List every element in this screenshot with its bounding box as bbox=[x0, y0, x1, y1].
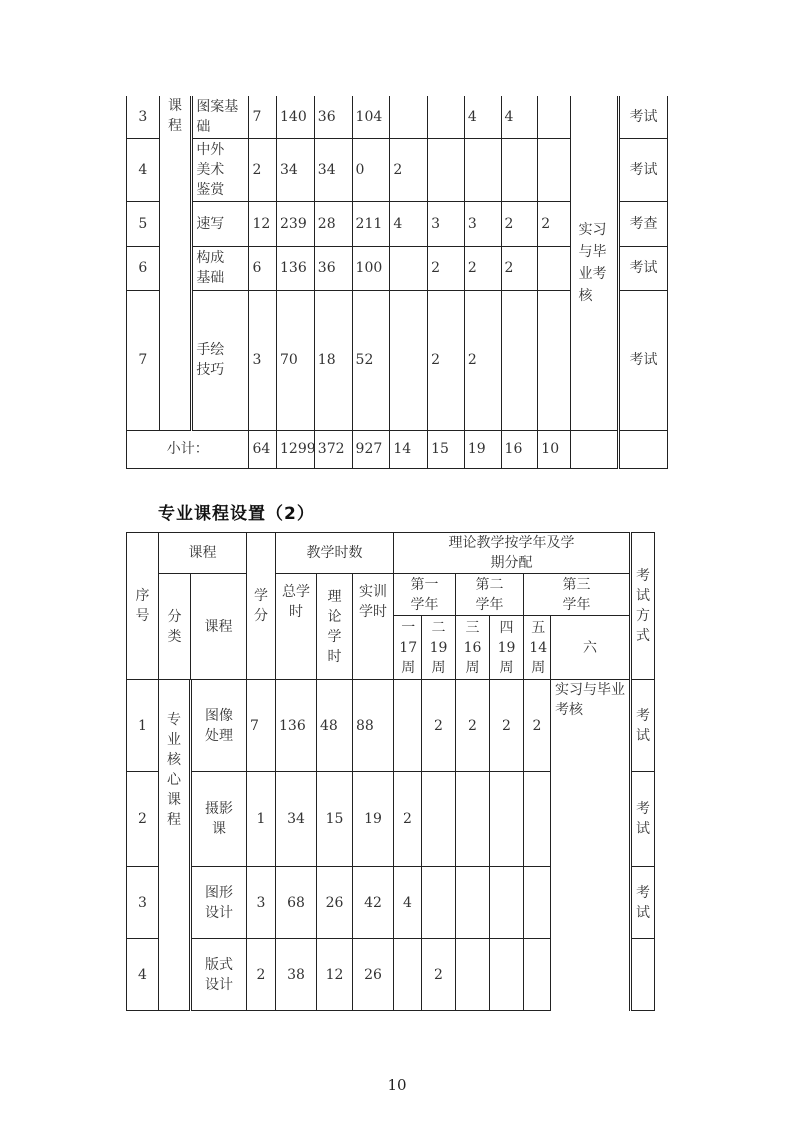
semester-1: 4 bbox=[394, 867, 422, 939]
practice-hours: 19 bbox=[353, 772, 394, 867]
subtotal-s3: 19 bbox=[464, 430, 501, 468]
theory-hours: 12 bbox=[317, 939, 353, 1011]
theory-hours: 28 bbox=[314, 201, 352, 246]
total-hours: 38 bbox=[276, 939, 317, 1011]
semester-3: 2 bbox=[464, 290, 501, 430]
header-practice-hours-text: 实训学时 bbox=[359, 584, 387, 620]
semester-1 bbox=[390, 290, 428, 430]
semester-6-cell bbox=[570, 96, 618, 430]
semester-3: 4 bbox=[464, 96, 501, 138]
header-course: 课程 bbox=[191, 574, 247, 680]
semester-1 bbox=[394, 680, 422, 772]
semester-5 bbox=[538, 96, 571, 138]
header-sem3 bbox=[456, 616, 490, 680]
header-sem6: 六 bbox=[551, 616, 631, 680]
practice-hours: 0 bbox=[352, 138, 390, 201]
semester-2: 3 bbox=[428, 201, 465, 246]
course-name bbox=[191, 939, 247, 1011]
credit: 7 bbox=[249, 96, 277, 138]
header-sem3-text: 三16周 bbox=[463, 619, 482, 676]
semester-5: 2 bbox=[538, 201, 571, 246]
header-hours: 教学时数 bbox=[276, 533, 394, 574]
semester-3 bbox=[456, 772, 490, 867]
row-number: 3 bbox=[127, 96, 160, 138]
subtotal-s4: 16 bbox=[501, 430, 538, 468]
header-year3-text: 第三学年 bbox=[562, 576, 591, 613]
subtotal-exam bbox=[618, 430, 667, 468]
table-row bbox=[127, 96, 668, 138]
semester-4 bbox=[490, 772, 524, 867]
course-name-text: 摄影课 bbox=[205, 801, 233, 837]
header-row-2 bbox=[127, 574, 655, 616]
header-distribution-text: 理论教学按学年及学期分配 bbox=[448, 535, 575, 571]
semester-4: 2 bbox=[490, 680, 524, 772]
subtotal-practice: 927 bbox=[352, 430, 390, 468]
exam-method: 考查 bbox=[618, 201, 667, 246]
semester-2 bbox=[428, 138, 465, 201]
header-credit bbox=[247, 533, 276, 680]
theory-hours: 18 bbox=[314, 290, 352, 430]
credit: 3 bbox=[249, 290, 277, 430]
semester-5: 2 bbox=[524, 680, 551, 772]
practice-hours: 104 bbox=[352, 96, 390, 138]
semester-4 bbox=[490, 867, 524, 939]
course-name-text: 中外美术鉴赏 bbox=[196, 141, 225, 198]
course-name bbox=[191, 680, 247, 772]
exam-method-text: 考试 bbox=[636, 801, 651, 837]
practice-hours: 211 bbox=[352, 201, 390, 246]
table-row bbox=[127, 680, 655, 772]
total-hours: 136 bbox=[276, 680, 317, 772]
header-category-text: 分类 bbox=[167, 608, 182, 645]
header-category bbox=[159, 574, 191, 680]
semester-5 bbox=[538, 138, 571, 201]
exam-method: 考试 bbox=[618, 138, 667, 201]
header-distribution bbox=[394, 533, 631, 574]
course-name-text: 构成基础 bbox=[196, 250, 225, 286]
total-hours: 140 bbox=[277, 96, 315, 138]
header-year3 bbox=[524, 574, 631, 616]
credit: 2 bbox=[247, 939, 276, 1011]
table-row bbox=[127, 939, 655, 1011]
total-hours: 136 bbox=[277, 246, 315, 290]
theory-hours: 36 bbox=[314, 246, 352, 290]
credit: 7 bbox=[247, 680, 276, 772]
row-number: 7 bbox=[127, 290, 160, 430]
exam-method bbox=[631, 939, 655, 1011]
table-row bbox=[127, 867, 655, 939]
semester-4: 4 bbox=[501, 96, 538, 138]
header-practice-hours bbox=[353, 574, 394, 680]
semester-4 bbox=[490, 939, 524, 1011]
header-sem2-text: 二19周 bbox=[429, 619, 448, 676]
row-number: 6 bbox=[127, 246, 160, 290]
semester-2: 2 bbox=[422, 680, 456, 772]
theory-hours: 26 bbox=[317, 867, 353, 939]
sem6-note: 实习与毕业考核 bbox=[555, 682, 626, 718]
total-hours: 70 bbox=[277, 290, 315, 430]
semester-1 bbox=[390, 96, 428, 138]
category-cell bbox=[159, 96, 192, 430]
header-no-text: 序号 bbox=[135, 588, 150, 624]
semester-2: 2 bbox=[428, 290, 465, 430]
semester-3 bbox=[456, 867, 490, 939]
semester-5 bbox=[524, 939, 551, 1011]
page-number: 10 bbox=[387, 1076, 407, 1094]
header-year2-text: 第二学年 bbox=[475, 576, 504, 613]
course-table-1 bbox=[126, 96, 668, 469]
course-name: 速写 bbox=[192, 201, 249, 246]
theory-hours: 15 bbox=[317, 772, 353, 867]
header-exam-text: 考试方式 bbox=[636, 568, 651, 644]
course-name bbox=[192, 290, 249, 430]
semester-3: 3 bbox=[464, 201, 501, 246]
semester-3: 2 bbox=[464, 246, 501, 290]
header-no bbox=[127, 533, 159, 680]
section-title: 专业课程设置（2） bbox=[158, 504, 315, 524]
header-course-group: 课程 bbox=[159, 533, 247, 574]
header-exam bbox=[631, 533, 655, 680]
semester-3: 2 bbox=[456, 680, 490, 772]
course-name bbox=[192, 138, 249, 201]
semester-2 bbox=[422, 772, 456, 867]
exam-method: 考试 bbox=[618, 290, 667, 430]
exam-method bbox=[631, 867, 655, 939]
semester-2 bbox=[428, 96, 465, 138]
subtotal-total: 1299 bbox=[277, 430, 315, 468]
practice-hours: 26 bbox=[353, 939, 394, 1011]
subtotal-theory: 372 bbox=[314, 430, 352, 468]
credit: 3 bbox=[247, 867, 276, 939]
row-number: 4 bbox=[127, 138, 160, 201]
header-total-hours-text: 总学时 bbox=[282, 584, 310, 620]
subtotal-credit: 64 bbox=[249, 430, 277, 468]
semester-1: 4 bbox=[390, 201, 428, 246]
semester-6-empty bbox=[551, 772, 631, 867]
practice-hours: 42 bbox=[353, 867, 394, 939]
header-row-1 bbox=[127, 533, 655, 574]
total-hours: 34 bbox=[277, 138, 315, 201]
subtotal-s5: 10 bbox=[538, 430, 571, 468]
course-name bbox=[191, 867, 247, 939]
semester-5 bbox=[538, 246, 571, 290]
header-total-hours bbox=[276, 574, 317, 680]
header-sem2 bbox=[422, 616, 456, 680]
theory-hours: 34 bbox=[314, 138, 352, 201]
header-theory-hours bbox=[317, 574, 353, 680]
semester-1: 2 bbox=[394, 772, 422, 867]
header-sem1-text: 一17周 bbox=[399, 619, 418, 676]
exam-method-text: 考试 bbox=[636, 707, 651, 744]
header-credit-text: 学分 bbox=[254, 588, 268, 624]
semester-6-empty bbox=[551, 939, 631, 1011]
course-table-2 bbox=[126, 532, 655, 1011]
semester-5 bbox=[538, 290, 571, 430]
semester-5 bbox=[524, 772, 551, 867]
row-number: 2 bbox=[127, 772, 159, 867]
semester-3 bbox=[456, 939, 490, 1011]
category-value: 专业核心课程 bbox=[167, 712, 181, 828]
credit: 12 bbox=[249, 201, 277, 246]
course-name-text: 版式设计 bbox=[205, 956, 233, 993]
category-label: 课程 bbox=[167, 98, 182, 134]
course-name bbox=[191, 772, 247, 867]
semester-4 bbox=[501, 138, 538, 201]
course-name-text: 手绘技巧 bbox=[196, 342, 225, 378]
theory-hours: 48 bbox=[317, 680, 353, 772]
row-number: 4 bbox=[127, 939, 159, 1011]
course-name-text: 图像处理 bbox=[205, 707, 233, 744]
exam-method: 考试 bbox=[618, 96, 667, 138]
subtotal-label: 小计： bbox=[127, 430, 249, 468]
semester-4 bbox=[501, 290, 538, 430]
theory-hours: 36 bbox=[314, 96, 352, 138]
row-number: 3 bbox=[127, 867, 159, 939]
total-hours: 34 bbox=[276, 772, 317, 867]
header-sem5 bbox=[524, 616, 551, 680]
semester-4: 2 bbox=[501, 246, 538, 290]
exam-method: 考试 bbox=[618, 246, 667, 290]
table-row bbox=[127, 772, 655, 867]
semester-1 bbox=[390, 246, 428, 290]
credit: 6 bbox=[249, 246, 277, 290]
semester-3 bbox=[464, 138, 501, 201]
credit: 2 bbox=[249, 138, 277, 201]
practice-hours: 52 bbox=[352, 290, 390, 430]
semester-6-cell bbox=[551, 680, 631, 772]
subtotal-row bbox=[127, 430, 668, 468]
semester-4: 2 bbox=[501, 201, 538, 246]
header-year1 bbox=[394, 574, 456, 616]
semester-5 bbox=[524, 867, 551, 939]
exam-method-text: 考试 bbox=[636, 884, 651, 921]
semester-2: 2 bbox=[428, 246, 465, 290]
exam-method bbox=[631, 680, 655, 772]
category-cell bbox=[159, 680, 191, 1011]
row-number: 5 bbox=[127, 201, 160, 246]
course-name-text: 图形设计 bbox=[205, 884, 233, 921]
semester-1: 2 bbox=[390, 138, 428, 201]
total-hours: 68 bbox=[276, 867, 317, 939]
practice-hours: 100 bbox=[352, 246, 390, 290]
exam-group-label: 实习与毕业考核 bbox=[578, 221, 607, 304]
row-number: 1 bbox=[127, 680, 159, 772]
header-sem4-text: 四19周 bbox=[497, 619, 516, 676]
header-year2 bbox=[456, 574, 524, 616]
header-sem4 bbox=[490, 616, 524, 680]
semester-1 bbox=[394, 939, 422, 1011]
course-name bbox=[192, 246, 249, 290]
semester-2: 2 bbox=[422, 939, 456, 1011]
exam-method bbox=[631, 772, 655, 867]
credit: 1 bbox=[247, 772, 276, 867]
subtotal-s2: 15 bbox=[428, 430, 465, 468]
subtotal-s1: 14 bbox=[390, 430, 428, 468]
header-year1-text: 第一学年 bbox=[410, 576, 439, 613]
practice-hours: 88 bbox=[353, 680, 394, 772]
semester-2 bbox=[422, 867, 456, 939]
header-sem1 bbox=[394, 616, 422, 680]
header-theory-hours-text: 理论学时 bbox=[327, 588, 342, 665]
header-sem5-text: 五14周 bbox=[529, 619, 548, 676]
subtotal-s6 bbox=[570, 430, 618, 468]
total-hours: 239 bbox=[277, 201, 315, 246]
semester-6-empty bbox=[551, 867, 631, 939]
course-name: 图案基础 bbox=[192, 96, 249, 138]
